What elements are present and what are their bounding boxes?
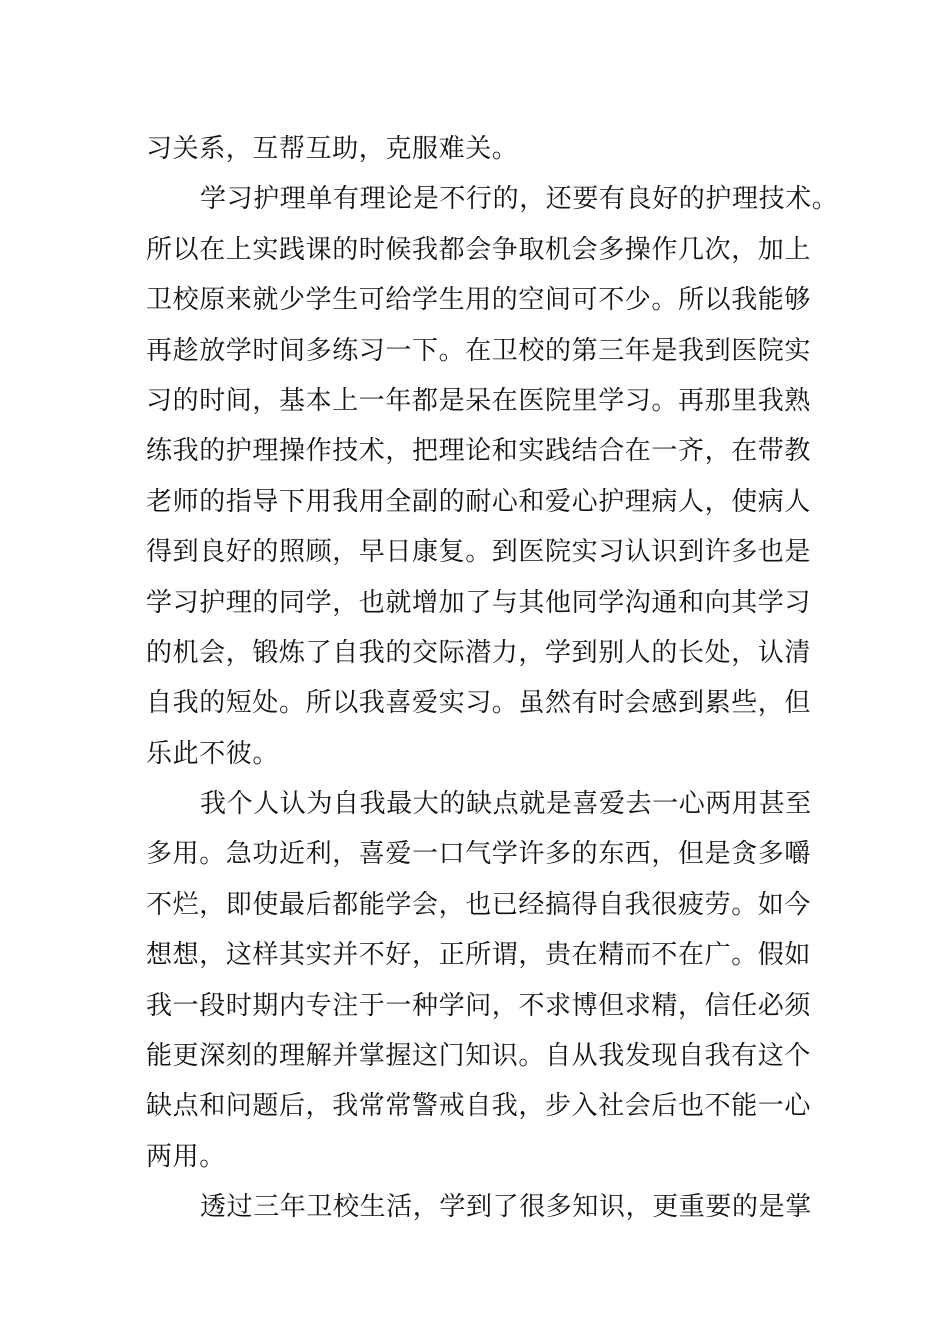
text-line: 习的时间，基本上一年都是呆在医院里学习。再那里我熟 [146,385,812,416]
text-line: 多用。急功近利，喜爱一口气学许多的东西，但是贪多嚼 [146,839,812,870]
text-line: 得到良好的照顾，早日康复。到医院实习认识到许多也是 [146,537,812,568]
text-line: 卫校原来就少学生可给学生用的空间可不少。所以我能够 [146,285,812,316]
document-body [146,124,839,1233]
text-line: 能更深刻的理解并掌握这门知识。自从我发现自我有这个 [146,1041,812,1072]
text-line: 自我的短处。所以我喜爱实习。虽然有时会感到累些，但 [146,688,812,719]
paragraph-first-line: 我个人认为自我最大的缺点就是喜爱去一心两用甚至 [200,789,812,820]
text-line: 所以在上实践课的时候我都会争取机会多操作几次，加上 [146,234,812,265]
text-line: 练我的护理操作技术，把理论和实践结合在一齐，在带教 [146,436,812,467]
text-line: 我一段时期内专注于一种学问，不求博但求精，信任必须 [146,990,812,1021]
text-line: 乐此不彼。 [146,738,280,769]
text-line: 的机会，锻炼了自我的交际潜力，学到别人的长处，认清 [146,637,812,668]
text-line: 老师的指导下用我用全副的耐心和爱心护理病人，使病人 [146,486,812,517]
text-line: 再趁放学时间多练习一下。在卫校的第三年是我到医院实 [146,335,812,366]
text-line: 习关系，互帮互助，克服难关。 [146,134,519,164]
paragraph-first-line: 透过三年卫校生活，学到了很多知识，更重要的是掌 [200,1192,812,1223]
text-line: 不烂，即使最后都能学会，也已经搞得自我很疲劳。如今 [146,889,812,920]
text-line: 想想，这样其实并不好，正所谓，贵在精而不在广。假如 [146,940,812,971]
paragraph-first-line: 学习护理单有理论是不行的，还要有良好的护理技术。 [200,184,839,215]
text-line: 学习护理的同学，也就增加了与其他同学沟通和向其学习 [146,587,812,618]
text-line: 两用。 [146,1141,226,1172]
text-line: 缺点和问题后，我常常警戒自我，步入社会后也不能一心 [146,1091,812,1122]
